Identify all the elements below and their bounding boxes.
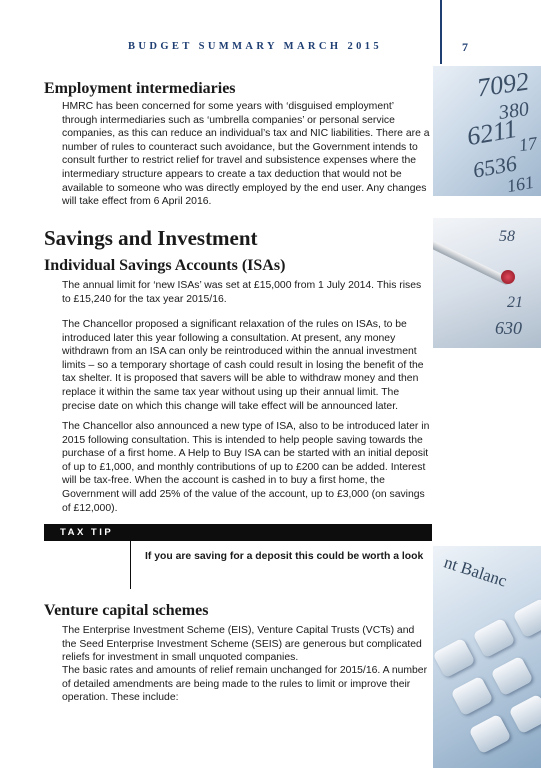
sidebar-image-pen: [433, 218, 541, 348]
tax-tip-divider: [130, 541, 131, 589]
paragraph-venture-amendments: The basic rates and amounts of relief remain unchanged for 2015/16. A number of detailed amendments are being made to the rules to limit or improve their operation. These include:: [62, 665, 428, 704]
calculator-key-icon: [512, 598, 541, 639]
calculator-key-icon: [490, 656, 533, 697]
ledger-text: nt Balanc: [441, 552, 510, 591]
page-number: 7: [462, 40, 468, 54]
calculator-key-icon: [508, 694, 541, 735]
figure-text: 21: [507, 294, 523, 311]
heading-venture-capital: Venture capital schemes: [44, 602, 209, 619]
tax-tip-label: TAX TIP: [60, 527, 114, 538]
calculator-key-icon: [472, 618, 515, 659]
figure-text: 630: [495, 318, 522, 338]
calculator-key-icon: [450, 676, 493, 717]
calculator-key-icon: [433, 638, 476, 679]
heading-employment-intermediaries: Employment intermediaries: [44, 80, 236, 97]
tax-tip-bar: [44, 524, 432, 541]
header-rule: [440, 0, 442, 64]
sidebar-image-figures: [433, 66, 541, 196]
tax-tip-text: If you are saving for a deposit this could be worth a look: [145, 551, 424, 562]
sidebar-image-calculator: [433, 546, 541, 768]
figure-text: 58: [499, 228, 515, 245]
figure-text: 7092: [475, 66, 531, 103]
heading-isas: Individual Savings Accounts (ISAs): [44, 257, 286, 274]
pen-tip-icon: [501, 270, 515, 284]
heading-savings-investment: Savings and Investment: [44, 226, 258, 250]
figure-text: 17: [517, 132, 539, 156]
calculator-key-icon: [468, 714, 511, 755]
paragraph-help-to-buy-isa: The Chancellor also announced a new type of ISA, also to be introduced later in 2015 following consultation. This is intended to help people saving towards the purchase of a first home. A Help to Buy ISA can be started with an initial deposit of up to £1,000, and monthly contributions of up to £200 can be added. Interest will be tax-free. When the account is cashed in to buy a first home, the Government will add 25% of the value of the account, up to £3,000 (on savings of £12,000).: [62, 421, 430, 514]
paragraph-venture-schemes: The Enterprise Investment Scheme (EIS), Venture Capital Trusts (VCTs) and the Seed Enterprise Investment Scheme (SEIS) are generous but complicated reliefs for investment in small unquoted companies.: [62, 625, 422, 664]
running-title: BUDGET SUMMARY MARCH 2015: [128, 41, 383, 52]
figure-text: 380: [497, 98, 531, 124]
figure-text: 6211: [464, 113, 520, 152]
figure-text: 6536: [471, 150, 519, 183]
paragraph-employment: HMRC has been concerned for some years with ‘disguised employment’ through intermediaries such as ‘umbrella companies’ or personal service companies, as this can reduce an individual’s tax and NIC liabilities. There are a number of rules to counteract such avoidance, but the Government intends to consult further to restrict relief for travel and subsistence expenses where the intermediary structure appears to create a tax deduction that would not be available to someone who was directly employed by the end user. Any changes will take effect from 6 April 2016.: [62, 101, 430, 208]
paragraph-isa-relaxation: The Chancellor proposed a significant relaxation of the rules on ISAs, to be introduced later this year following a consultation. At present, any money withdrawn from an ISA can only be reintroduced within the annual investment limits – so a temporary shortage of cash could result in losing the benefit of the tax shelter. It is proposed that savers will be able to withdraw money and then replace it within the same tax year without using up their annual limit. The precise date on which this change will take effect will be announced later.: [62, 319, 424, 412]
paragraph-isa-limit: The annual limit for ‘new ISAs’ was set at £15,000 from 1 July 2014. This rises to £15,240 for the tax year 2015/16.: [62, 280, 422, 305]
figure-text: 161: [505, 171, 536, 196]
